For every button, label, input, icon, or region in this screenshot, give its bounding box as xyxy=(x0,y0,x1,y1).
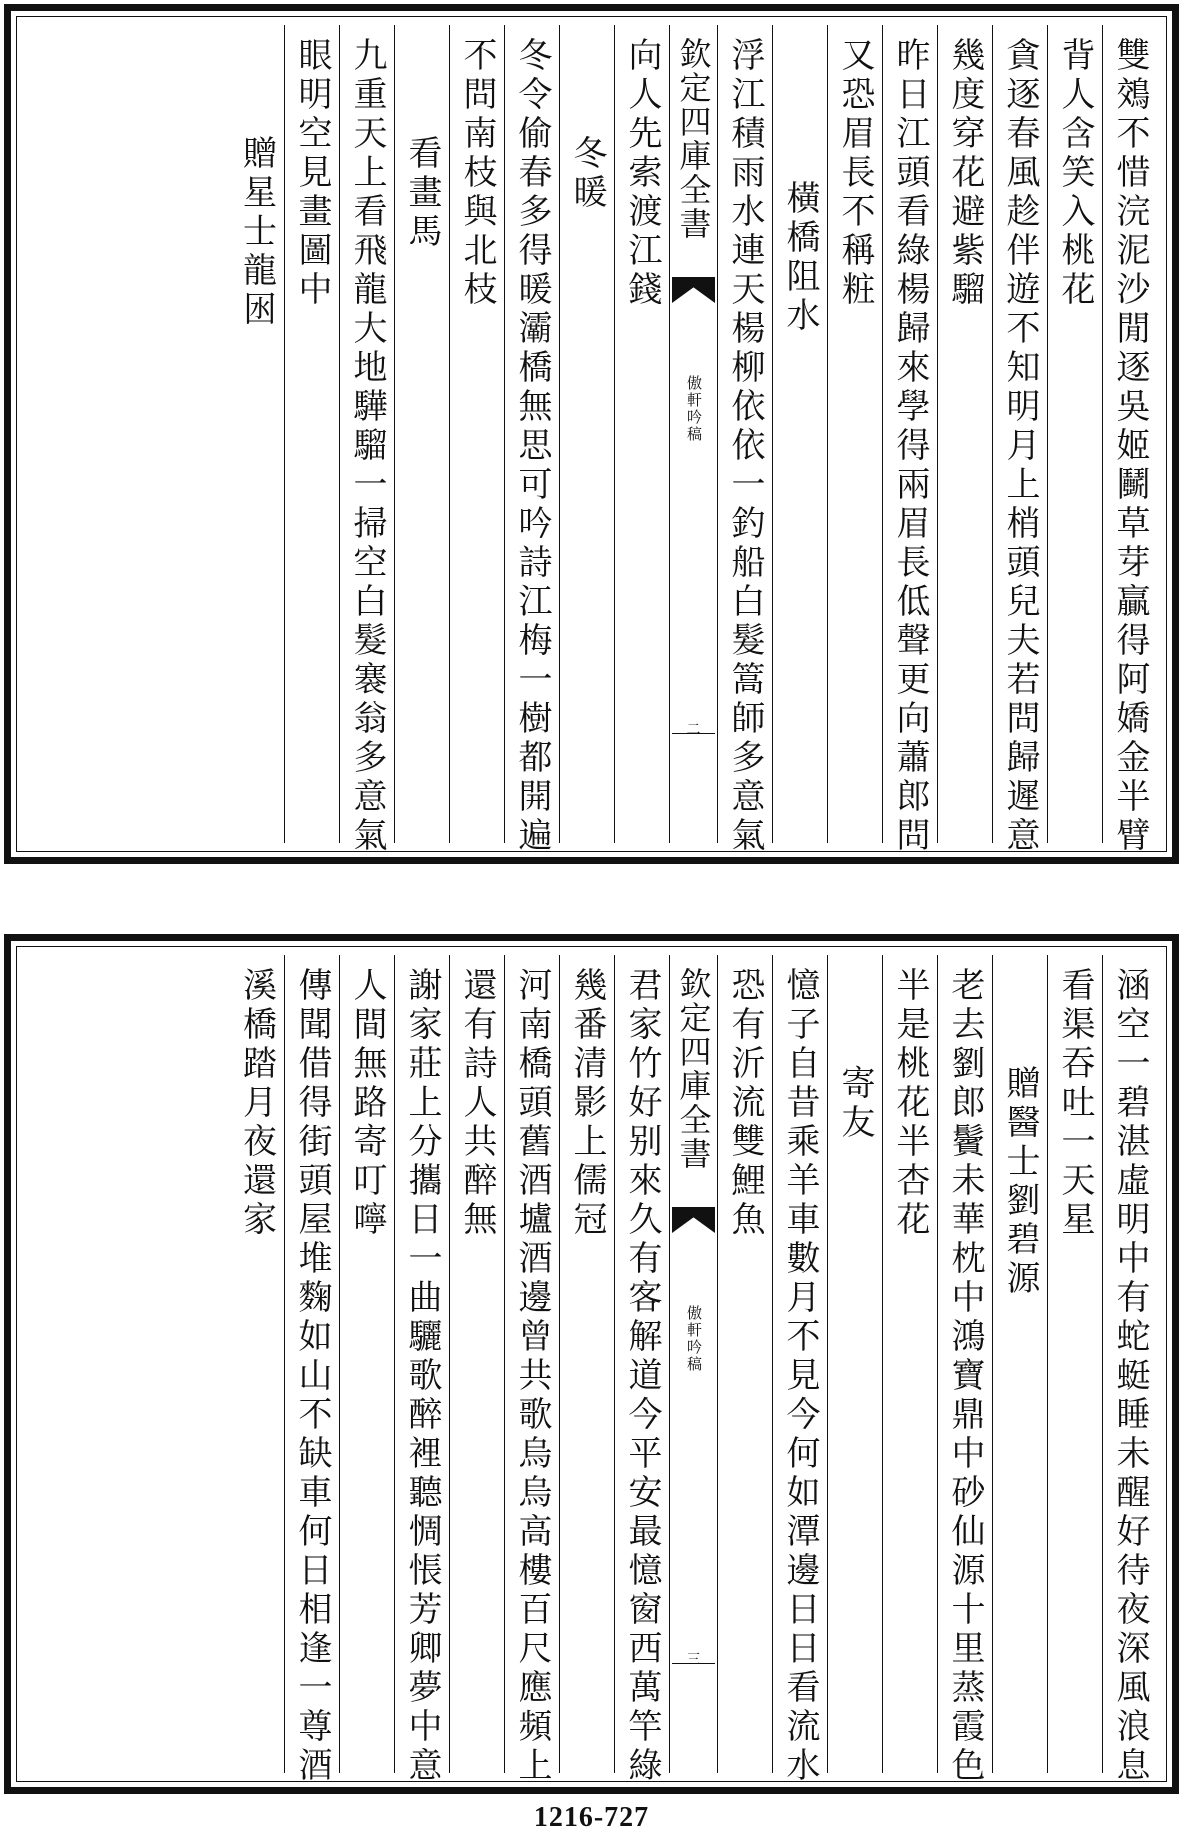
text-column xyxy=(339,955,394,1773)
book-title: 欽定四庫全書 xyxy=(674,967,713,1171)
text-column xyxy=(882,955,937,1773)
page-frame xyxy=(4,934,1179,1794)
column-text: 寄友 xyxy=(835,1065,875,1143)
text-column xyxy=(1047,25,1102,843)
column-text: 恐有沂流雙鯉魚 xyxy=(725,967,765,1240)
text-column xyxy=(504,955,559,1786)
text-column xyxy=(882,25,937,856)
column-text: 橫橋阻水 xyxy=(780,180,820,336)
column-text: 溪橋踏月夜還家 xyxy=(236,967,277,1240)
column-text: 還有詩人共醉無 xyxy=(457,967,497,1240)
text-column xyxy=(992,25,1047,856)
text-column xyxy=(394,955,449,1786)
text-column xyxy=(284,955,339,1786)
page-footer-number: 1216-727 xyxy=(533,1802,650,1833)
text-column xyxy=(504,25,559,856)
text-column xyxy=(229,955,284,1773)
columns-container xyxy=(26,25,1157,856)
page-bottom xyxy=(0,930,1183,1790)
column-text: 冬令偷春多得暖灞橋無思可吟詩江梅一樹都開遍 xyxy=(512,37,552,856)
text-column xyxy=(772,955,827,1786)
page-number: 三 xyxy=(686,1652,701,1668)
column-text: 傳聞借得街頭屋堆麴如山不缺車何日相逢一尊酒 xyxy=(292,967,332,1786)
text-column xyxy=(992,955,1047,1773)
sub-title: 傲軒吟稿 xyxy=(685,1305,703,1373)
text-column xyxy=(559,25,614,843)
fishtail-mark xyxy=(672,277,715,303)
text-column xyxy=(449,955,504,1773)
text-column xyxy=(559,955,614,1773)
book-title: 欽定四庫全書 xyxy=(674,37,713,241)
column-text: 冬暖 xyxy=(567,135,607,213)
page-frame xyxy=(4,4,1179,864)
page-number: 二 xyxy=(686,722,701,738)
column-text: 憶子自昔乘羊車數月不見今何如潭邊日日看流水 xyxy=(780,967,820,1786)
text-column xyxy=(827,955,882,1773)
column-text: 贈星士龍囦 xyxy=(236,135,277,330)
column-text: 又恐眉長不稱粧 xyxy=(835,37,875,310)
text-column xyxy=(717,25,772,856)
column-text: 半是桃花半杏花 xyxy=(890,967,930,1240)
column-text: 看畫馬 xyxy=(402,135,442,252)
column-text: 幾番清影上儒冠 xyxy=(567,967,607,1240)
column-text: 向人先索渡江錢 xyxy=(622,37,662,310)
text-column xyxy=(449,25,504,843)
column-text: 眼明空見畫圖中 xyxy=(292,37,332,310)
column-text: 君家竹好别來久有客解道今平安最憶窗西萬竿綠 xyxy=(622,967,662,1786)
center-fold-column xyxy=(669,955,717,1773)
page-top xyxy=(0,0,1183,860)
text-column xyxy=(394,25,449,843)
text-column xyxy=(717,955,772,1773)
column-text: 謝家莊上分攜日一曲驪歌醉裡聽惆悵芳卿夢中意 xyxy=(402,967,442,1786)
column-text: 河南橋頭舊酒壚酒邊曾共歌烏烏高樓百尺應頻上 xyxy=(512,967,552,1786)
text-column xyxy=(229,25,284,843)
column-text: 背人含笑入桃花 xyxy=(1055,37,1095,310)
fishtail-mark xyxy=(672,1207,715,1233)
column-text: 幾度穿花避紫騮 xyxy=(945,37,985,310)
text-column xyxy=(937,25,992,843)
column-text: 涵空一碧湛虛明中有蛇蜓睡未醒好待夜深風浪息 xyxy=(1110,967,1150,1786)
column-text: 老去劉郎鬢未華枕中鴻寶鼎中砂仙源十里蒸霞色 xyxy=(945,967,985,1786)
text-column xyxy=(937,955,992,1786)
column-text: 贈醫士劉碧源 xyxy=(1000,1065,1040,1299)
text-column xyxy=(614,25,669,843)
column-text: 不問南枝與北枝 xyxy=(457,37,497,310)
columns-container xyxy=(26,955,1157,1786)
sub-title: 傲軒吟稿 xyxy=(685,375,703,443)
column-text: 貪逐春風趁伴遊不知明月上梢頭兒夫若問歸遲意 xyxy=(1000,37,1040,856)
text-column xyxy=(614,955,669,1786)
column-text: 浮江積雨水連天楊柳依依一釣船白髮篙師多意氣 xyxy=(725,37,765,856)
column-text: 看渠吞吐一天星 xyxy=(1055,967,1095,1240)
text-column xyxy=(827,25,882,843)
column-text: 人間無路寄叮嚀 xyxy=(347,967,387,1240)
text-column xyxy=(772,25,827,843)
column-text: 雙鵁不惜浣泥沙閒逐吳姬鬭草芽贏得阿嬌金半臂 xyxy=(1110,37,1150,856)
text-column xyxy=(1102,955,1157,1786)
column-text: 九重天上看飛龍大地驊騮一掃空白髮褰翁多意氣 xyxy=(347,37,387,856)
text-column xyxy=(284,25,339,843)
column-text: 昨日江頭看綠楊歸來學得兩眉長低聲更向蕭郎問 xyxy=(890,37,930,856)
text-column xyxy=(339,25,394,856)
text-column xyxy=(1102,25,1157,856)
text-column xyxy=(1047,955,1102,1773)
center-fold-column xyxy=(669,25,717,843)
